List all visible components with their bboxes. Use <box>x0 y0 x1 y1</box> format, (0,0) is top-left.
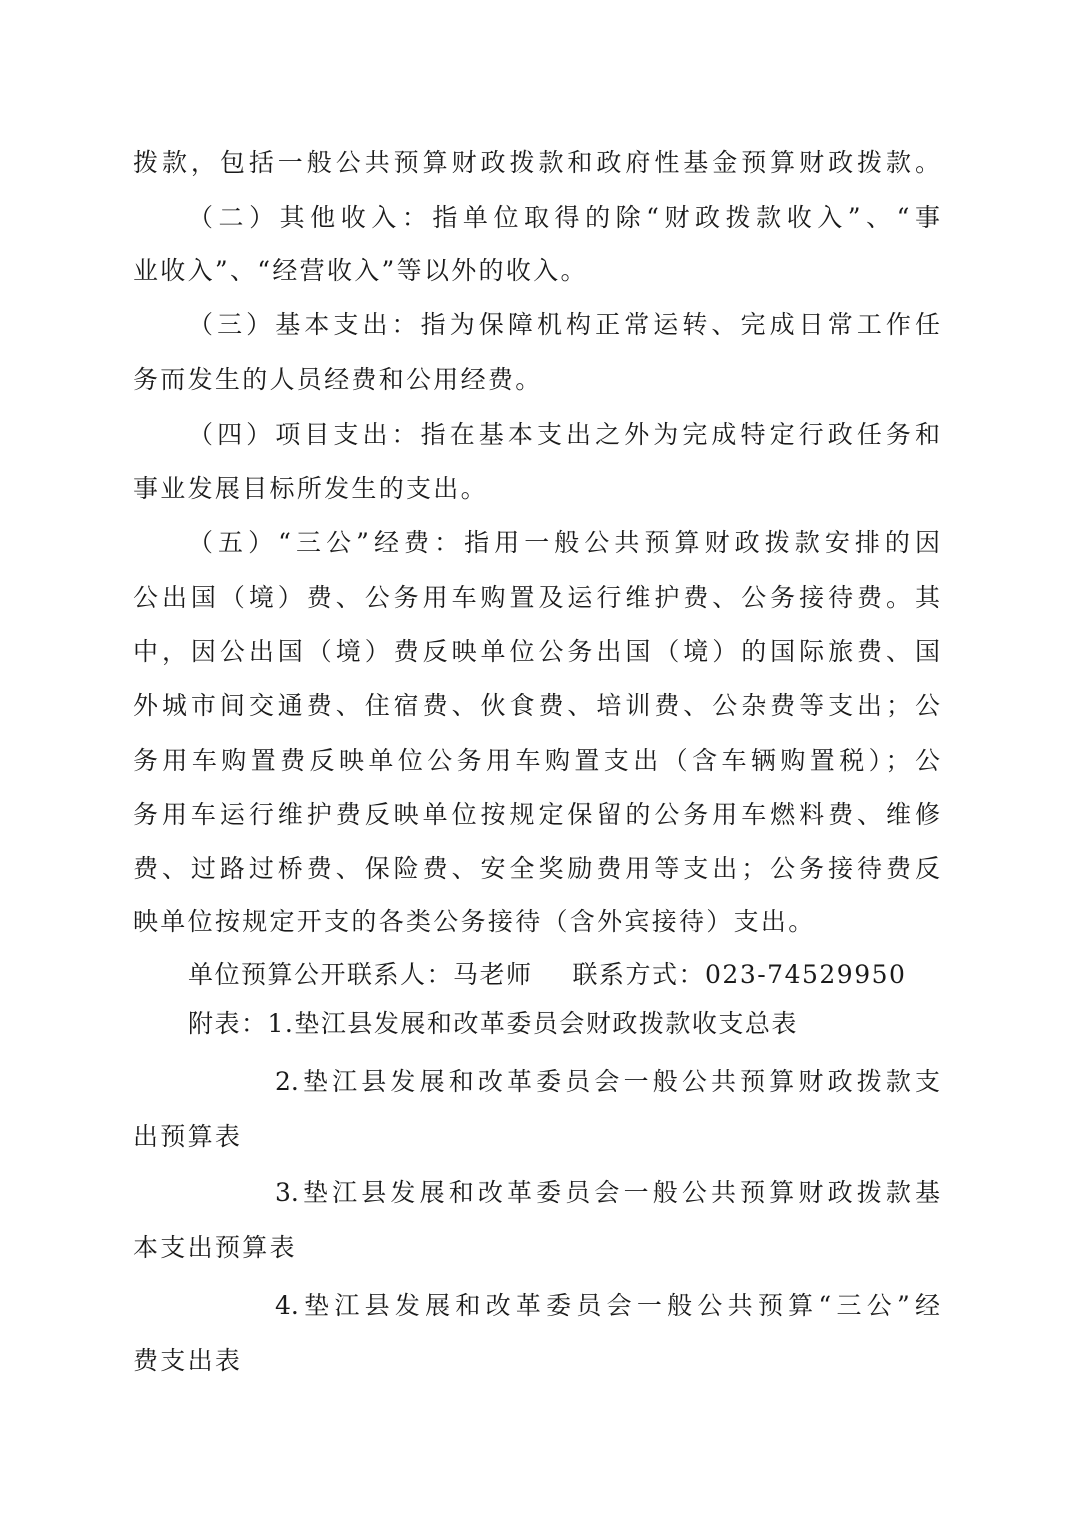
attachment-line: 2.垫江县发展和改革委员会一般公共预算财政拨款支 <box>275 1067 940 1096</box>
text-line: （三）基本支出：指为保障机构正常运转、完成日常工作任 <box>188 310 940 339</box>
text-line: （五）“三公”经费：指用一般公共预算财政拨款安排的因 <box>188 528 940 557</box>
text-line: 务用车购置费反映单位公务用车购置支出（含车辆购置税）；公 <box>133 746 940 775</box>
contact-line <box>188 959 940 991</box>
attachment-line: 3.垫江县发展和改革委员会一般公共预算财政拨款基 <box>275 1178 940 1207</box>
text-line: 外城市间交通费、住宿费、伙食费、培训费、公杂费等支出；公 <box>133 691 940 720</box>
attachment-title: 附表：1.垫江县发展和改革委员会财政拨款收支总表 <box>188 1009 798 1038</box>
text-line: 拨款，包括一般公共预算财政拨款和政府性基金预算财政拨款。 <box>133 148 940 177</box>
text-line: （二）其他收入：指单位取得的除“财政拨款收入”、“事 <box>188 203 940 232</box>
attachment-line: 本支出预算表 <box>133 1233 297 1262</box>
text-line: 事业发展目标所发生的支出。 <box>133 474 488 503</box>
text-line: 务用车运行维护费反映单位按规定保留的公务用车燃料费、维修 <box>133 800 940 829</box>
text-line: 映单位按规定开支的各类公务接待（含外宾接待）支出。 <box>133 907 816 936</box>
text-line: （四）项目支出：指在基本支出之外为完成特定行政任务和 <box>188 420 940 449</box>
contact-phone: 联系方式：023-74529950 <box>572 960 907 989</box>
attachment-line: 费支出表 <box>133 1346 243 1375</box>
text-line: 务而发生的人员经费和公用经费。 <box>133 365 543 394</box>
text-line: 中，因公出国（境）费反映单位公务出国（境）的国际旅费、国 <box>133 637 940 666</box>
attachment-line: 4.垫江县发展和改革委员会一般公共预算“三公”经 <box>275 1291 940 1320</box>
contact-person: 单位预算公开联系人：马老师 <box>188 960 533 989</box>
attachment-line: 出预算表 <box>133 1122 243 1151</box>
text-line: 业收入”、“经营收入”等以外的收入。 <box>133 256 588 285</box>
text-line: 公出国（境）费、公务用车购置及运行维护费、公务接待费。其 <box>133 583 940 612</box>
text-line: 费、过路过桥费、保险费、安全奖励费用等支出；公务接待费反 <box>133 854 940 883</box>
